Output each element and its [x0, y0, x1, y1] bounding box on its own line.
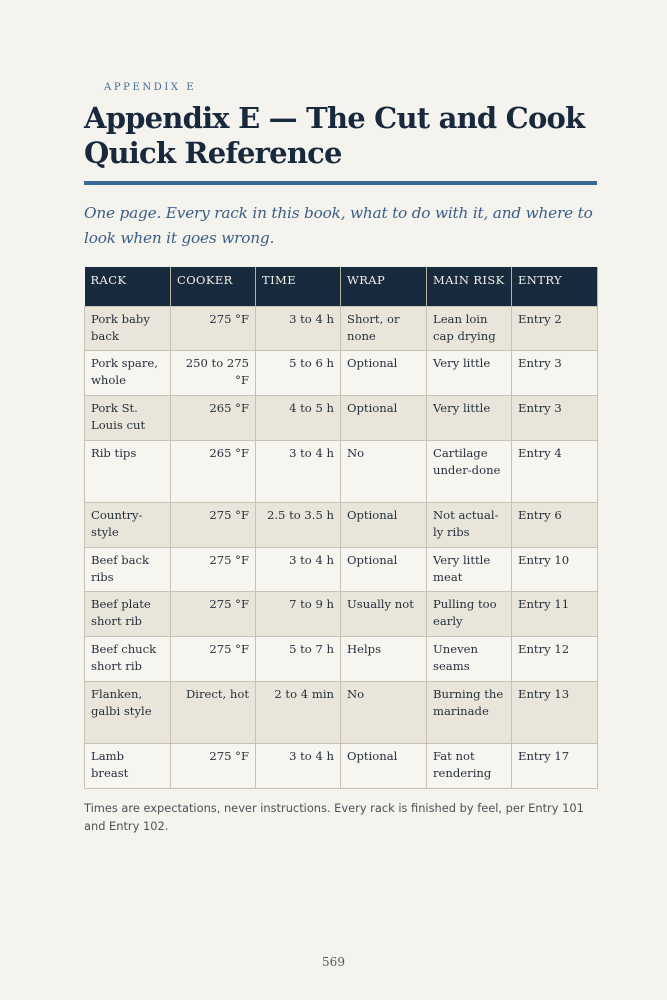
column-header-entry: ENTRY — [512, 267, 598, 306]
cell-entry: Entry 3 — [512, 395, 598, 440]
table-row — [85, 591, 598, 636]
column-header-rack: RACK — [85, 267, 171, 306]
cell-cooker: 275 °F — [171, 306, 256, 350]
cell-wrap: Optional — [341, 350, 427, 395]
cell-main-risk: Very little — [427, 395, 512, 440]
cell-main-risk: Uneven seams — [427, 636, 512, 681]
quick-reference-table — [84, 267, 598, 789]
cell-entry: Entry 11 — [512, 591, 598, 636]
cell-wrap: Short, or none — [341, 306, 427, 350]
cell-time: 2.5 to 3.5 h — [256, 502, 341, 547]
table-footnote: Times are expectations, never instructions. Every rack is finished by feel, per Entry 101 and Entry 102. — [84, 801, 584, 833]
cell-main-risk: Lean loin cap drying — [427, 306, 512, 350]
cell-time: 3 to 4 h — [256, 306, 341, 350]
column-header-wrap: WRAP — [341, 267, 427, 306]
column-header-cooker: COOKER — [171, 267, 256, 306]
cell-main-risk: Pulling too early — [427, 591, 512, 636]
cell-entry: Entry 12 — [512, 636, 598, 681]
cell-wrap: Optional — [341, 743, 427, 788]
table-row — [85, 743, 598, 788]
lede-text: One page. Every rack in this book, what to do with it, and where to look when it goes wrong. — [84, 204, 593, 247]
cell-rack: Lamb breast — [85, 743, 171, 788]
cell-time: 5 to 7 h — [256, 636, 341, 681]
cell-rack: Beef plate short rib — [85, 591, 171, 636]
page-title: Appendix E — The Cut and Cook Quick Reference — [84, 101, 585, 170]
cell-time: 3 to 4 h — [256, 743, 341, 788]
cell-rack: Rib tips — [85, 440, 171, 502]
cell-cooker: 265 °F — [171, 440, 256, 502]
table-row — [85, 440, 598, 502]
cell-cooker: 275 °F — [171, 502, 256, 547]
cell-cooker: 250 to 275 °F — [171, 350, 256, 395]
table-row — [85, 395, 598, 440]
cell-main-risk: Cartilage under-done — [427, 440, 512, 502]
cell-wrap: Optional — [341, 547, 427, 591]
cell-wrap: Optional — [341, 502, 427, 547]
cell-wrap: No — [341, 681, 427, 743]
cell-time: 7 to 9 h — [256, 591, 341, 636]
appendix-kicker: APPENDIX E — [104, 82, 197, 93]
cell-rack: Beef back ribs — [85, 547, 171, 591]
column-header-main-risk: MAIN RISK — [427, 267, 512, 306]
cell-main-risk: Not actual-ly ribs — [427, 502, 512, 547]
cell-rack: Beef chuck short rib — [85, 636, 171, 681]
cell-wrap: Usually not — [341, 591, 427, 636]
cell-rack: Pork baby back — [85, 306, 171, 350]
table-row — [85, 636, 598, 681]
cell-main-risk: Fat not rendering — [427, 743, 512, 788]
cell-time: 2 to 4 min — [256, 681, 341, 743]
cell-main-risk: Very little — [427, 350, 512, 395]
table-row — [85, 681, 598, 743]
title-rule — [84, 181, 597, 185]
cell-cooker: 265 °F — [171, 395, 256, 440]
cell-entry: Entry 4 — [512, 440, 598, 502]
cell-time: 5 to 6 h — [256, 350, 341, 395]
table-row — [85, 306, 598, 350]
cell-cooker: 275 °F — [171, 591, 256, 636]
cell-entry: Entry 13 — [512, 681, 598, 743]
cell-cooker: 275 °F — [171, 743, 256, 788]
page-number: 569 — [322, 955, 345, 969]
cell-main-risk: Very little meat — [427, 547, 512, 591]
cell-wrap: Optional — [341, 395, 427, 440]
cell-cooker: 275 °F — [171, 547, 256, 591]
cell-time: 3 to 4 h — [256, 440, 341, 502]
cell-rack: Country-style — [85, 502, 171, 547]
table-row — [85, 547, 598, 591]
cell-entry: Entry 17 — [512, 743, 598, 788]
cell-cooker: Direct, hot — [171, 681, 256, 743]
table-row — [85, 350, 598, 395]
table-row — [85, 502, 598, 547]
cell-rack: Pork St. Louis cut — [85, 395, 171, 440]
table-header-row — [85, 267, 598, 306]
cell-wrap: Helps — [341, 636, 427, 681]
cell-entry: Entry 6 — [512, 502, 598, 547]
cell-time: 4 to 5 h — [256, 395, 341, 440]
cell-entry: Entry 10 — [512, 547, 598, 591]
cell-rack: Flanken, galbi style — [85, 681, 171, 743]
cell-main-risk: Burning the marinade — [427, 681, 512, 743]
cell-time: 3 to 4 h — [256, 547, 341, 591]
column-header-time: TIME — [256, 267, 341, 306]
cell-entry: Entry 3 — [512, 350, 598, 395]
cell-cooker: 275 °F — [171, 636, 256, 681]
cell-entry: Entry 2 — [512, 306, 598, 350]
cell-wrap: No — [341, 440, 427, 502]
cell-rack: Pork spare, whole — [85, 350, 171, 395]
